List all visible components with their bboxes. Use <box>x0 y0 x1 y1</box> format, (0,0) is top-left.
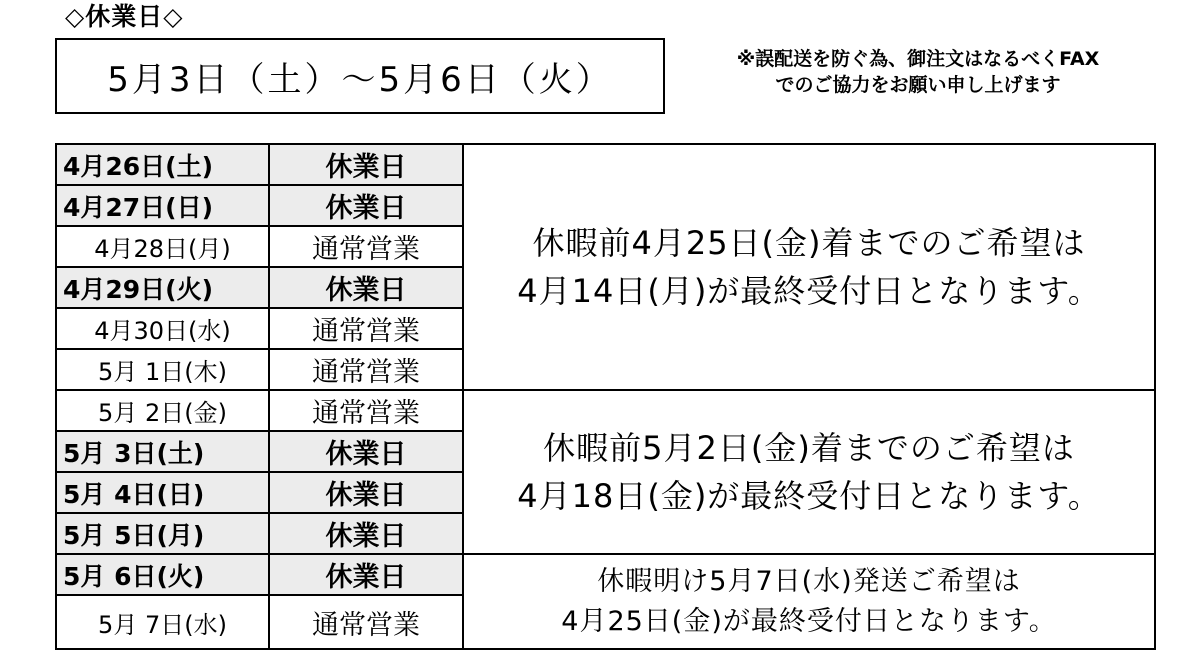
date-cell: 5月 2日(金) <box>56 390 269 431</box>
holiday-range-text: 5月3日（土）～5月6日（火） <box>107 59 613 100</box>
date-cell: 5月 5日(月) <box>56 513 269 554</box>
status-cell: 休業日 <box>269 554 463 595</box>
status-cell: 休業日 <box>269 144 463 185</box>
status-cell: 通常営業 <box>269 308 463 349</box>
date-cell: 5月 4日(日) <box>56 472 269 513</box>
deadline-note-2 <box>463 390 1155 554</box>
status-cell: 休業日 <box>269 185 463 226</box>
schedule-table <box>55 143 1156 650</box>
date-cell: 5月 1日(木) <box>56 349 269 390</box>
table-row <box>56 144 1155 185</box>
status-cell: 休業日 <box>269 267 463 308</box>
deadline-note-3-line1: 休暇明け5月7日(水)発送ご希望は <box>597 565 1021 597</box>
date-cell: 4月28日(月) <box>56 226 269 267</box>
date-cell: 4月26日(土) <box>56 144 269 185</box>
deadline-note-1-line1: 休暇前4月25日(金)着までのご希望は <box>532 224 1086 262</box>
date-cell: 4月29日(火) <box>56 267 269 308</box>
status-cell: 休業日 <box>269 472 463 513</box>
date-cell: 5月 7日(水) <box>56 595 269 649</box>
deadline-note-3 <box>463 554 1155 649</box>
deadline-note-1 <box>463 144 1155 390</box>
deadline-note-1-line2: 4月14日(月)が最終受付日となります。 <box>517 272 1101 310</box>
date-cell: 4月30日(水) <box>56 308 269 349</box>
fax-note <box>668 46 1168 98</box>
status-cell: 通常営業 <box>269 390 463 431</box>
table-row <box>56 554 1155 595</box>
fax-note-line2: でのご協力をお願い申し上げます <box>775 74 1061 96</box>
status-cell: 通常営業 <box>269 349 463 390</box>
deadline-note-2-line2: 4月18日(金)が最終受付日となります。 <box>517 477 1101 515</box>
date-cell: 4月27日(日) <box>56 185 269 226</box>
table-row <box>56 390 1155 431</box>
deadline-note-2-line1: 休暇前5月2日(金)着までのご希望は <box>543 429 1075 467</box>
page-title: ◇休業日◇ <box>65 2 184 31</box>
status-cell: 通常営業 <box>269 595 463 649</box>
status-cell: 通常営業 <box>269 226 463 267</box>
status-cell: 休業日 <box>269 513 463 554</box>
date-cell: 5月 6日(火) <box>56 554 269 595</box>
fax-note-line1: ※誤配送を防ぐ為、御注文はなるべくFAX <box>736 48 1100 70</box>
holiday-range-box <box>55 38 665 114</box>
deadline-note-3-line2: 4月25日(金)が最終受付日となります。 <box>561 605 1057 637</box>
date-cell: 5月 3日(土) <box>56 431 269 472</box>
status-cell: 休業日 <box>269 431 463 472</box>
